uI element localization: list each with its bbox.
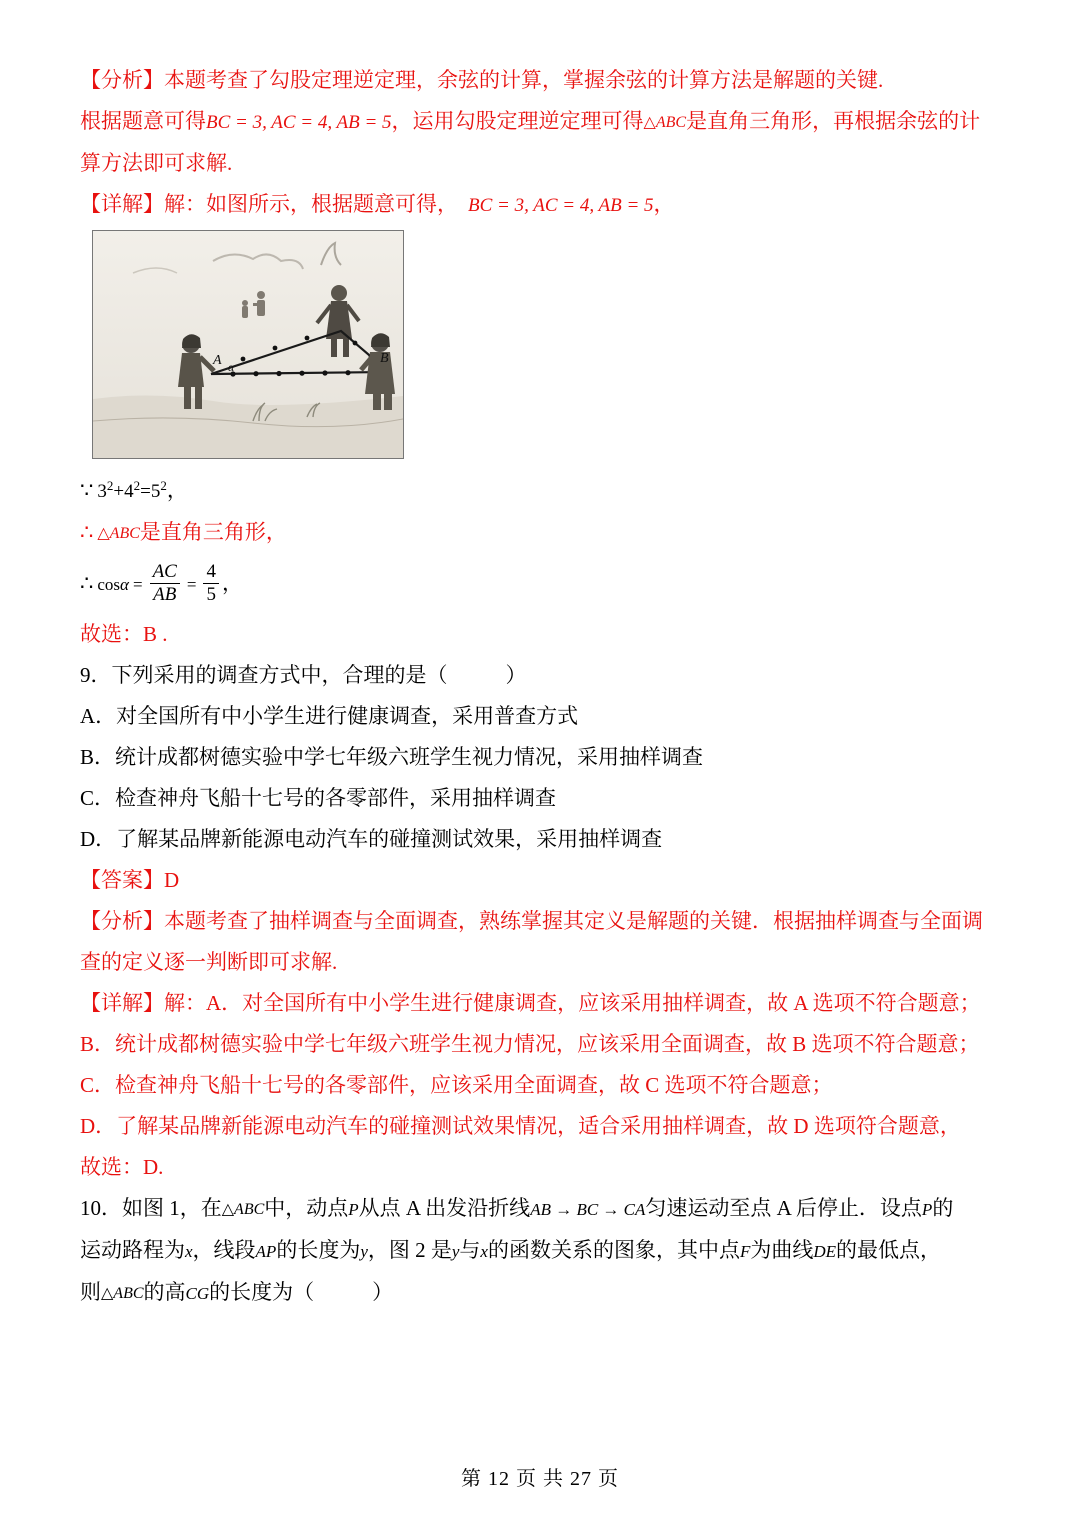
q8-analysis-label: 【分析】 [80,68,164,92]
q8-detail-math: BC = 3, AC = 4, AB = 5 [468,195,654,216]
fraction-ac-ab [150,561,180,606]
q10-l2-x2: x [480,1242,488,1261]
q9-analysis-label: 【分析】 [80,909,164,933]
fraction-ac-ab-denominator: AB [153,583,177,605]
q10-l2-a: 运动路程为 [80,1238,185,1262]
q8-analysis-l2-b: ，运用勾股定理逆定理可得 [391,109,644,133]
fraction-4-5-denominator: 5 [206,583,216,605]
q9-detail-line-3 [80,1065,1000,1106]
q10-l3-c: 的长度为（ [209,1280,315,1304]
q8-detail-text: 解：如图所示，根据题意可得， [164,192,458,216]
q9-stem-close: ） [505,663,527,687]
q8-analysis-l2-c: 是直角三角形，再根据余弦的计 [686,109,981,133]
q8-therefore-line [80,512,1000,554]
q9-option-d[interactable] [80,819,1000,860]
cos-label: cos [97,575,121,594]
q10-l1-b: 中，动点 [264,1196,349,1220]
q10-l2-d: ，图 2 是 [367,1238,452,1262]
q10-l2-y: y [360,1242,368,1261]
cos-alpha: α [120,575,129,594]
q9-number: 9． [80,663,112,687]
q10-stem-line-1 [80,1188,1000,1230]
q9-detail-line-5 [80,1147,1000,1188]
q9-detail-text-3: C．检查神舟飞船十七号的各零部件，应该采用全面调查，故 C 选项不符合题意； [80,1073,833,1097]
q9-option-d-label: D．了解某品牌新能源电动汽车的碰撞测试效果，采用抽样调查 [80,827,663,851]
q9-answer-value: D [164,868,180,892]
q10-l2-g: 为曲线 [750,1238,814,1262]
q9-answer-line [80,860,1000,901]
q10-l2-f: 的函数关系的图象，其中点 [487,1238,740,1262]
q10-l1-d: 匀速运动至点 A 后停止．设点 [645,1196,922,1220]
q9-detail-text-4: D．了解某品牌新能源电动汽车的碰撞测试效果情况，适合采用抽样调查，故 D 选项符合题意， [80,1114,961,1138]
q8-figure [92,230,404,459]
fraction-4-5 [203,561,219,606]
q9-analysis-line-1 [80,901,1000,942]
cos-therefore-symbol: ∴ [80,571,94,595]
q10-l2-de: DE [813,1242,837,1261]
q10-l1-triangle: △ABC [221,1201,265,1218]
q9-option-b[interactable] [80,737,1000,778]
q9-option-a-label: A．对全国所有中小学生进行健康调查，采用普查方式 [80,704,579,728]
q9-detail-line-4 [80,1106,1000,1147]
because-base-3: 5 [150,481,161,502]
q9-detail-line-2 [80,1024,1000,1065]
fraction-ac-ab-numerator: AC [150,561,180,584]
because-symbol: ∵ [80,478,94,502]
q10-l1-point-p: P [348,1200,359,1219]
page-footer: 第 12 页 共 27 页 [461,1468,619,1490]
q10-l2-point-f: F [739,1242,751,1261]
because-base-1: 3 [97,481,107,502]
q9-analysis-text-2: 查的定义逐一判断即可求解. [80,950,338,974]
q10-stem-line-3 [80,1272,1000,1314]
q8-detail-comma: ， [653,192,675,216]
q9-analysis-text-1: 本题考查了抽样调查与全面调查，熟练掌握其定义是解题的关键．根据抽样调查与全面调 [164,909,983,933]
q8-detail-line-1 [80,184,1000,226]
egypt-rope-triangle-figure [93,231,403,458]
cos-comma: ， [221,571,243,595]
q10-l2-h: 的最低点， [836,1238,942,1262]
q10-l1-c: 从点 A 出发沿折线 [358,1196,531,1220]
q8-analysis-l2-math: BC = 3, AC = 4, AB = 5 [206,112,392,133]
q8-analysis-line-1 [80,60,1000,101]
because-sup-2: 2 [133,478,141,493]
q8-analysis-text: 本题考查了勾股定理逆定理，余弦的计算，掌握余弦的计算方法是解题的关键. [164,68,884,92]
q8-answer-text: 故选：B . [80,622,168,646]
q10-l2-c: 的长度为 [276,1238,361,1262]
q10-l2-ap: AP [255,1242,277,1261]
q9-analysis-line-2 [80,942,1000,983]
q9-detail-text-5: 故选：D. [80,1155,164,1179]
therefore-triangle: △ABC [97,525,140,542]
q9-detail-label: 【详解】 [80,991,164,1015]
because-base-2: 4 [124,481,134,502]
q10-l1-point-p2: P [921,1200,933,1219]
q10-l2-e: 与 [459,1238,481,1262]
q10-l3-d: ） [372,1280,394,1304]
q10-l3-a: 则 [80,1280,101,1304]
q8-figure-wrap [92,230,1000,459]
q9-detail-text-1: 解：A．对全国所有中小学生进行健康调查，应该采用抽样调查，故 A 选项不符合题意； [164,991,981,1015]
q8-detail-label: 【详解】 [80,192,164,216]
cos-equals-2: = [186,575,197,594]
q9-stem [80,655,1000,696]
figure-label-B: B [380,351,389,366]
q8-analysis-line-3 [80,143,1000,184]
q8-cos-line [80,554,1000,614]
q10-l2-y2: y [451,1242,460,1261]
q10-l1-a: 如图 1，在 [122,1196,222,1220]
q8-analysis-l3: 算方法即可求解. [80,151,233,175]
figure-label-A: A [213,353,222,368]
q9-detail-line-1 [80,983,1000,1024]
q9-option-a[interactable] [80,696,1000,737]
q10-l3-b: 的高 [143,1280,186,1304]
because-sup-1: 2 [106,478,114,493]
q9-option-b-label: B．统计成都树德实验中学七年级六班学生视力情况，采用抽样调查 [80,745,704,769]
q10-stem-line-2 [80,1230,1000,1272]
q8-because-line [80,465,1000,512]
q8-answer-line [80,614,1000,655]
q10-number: 10． [80,1196,122,1220]
q9-stem-text: 下列采用的调查方式中，合理的是（ [111,663,448,687]
q8-analysis-line-2 [80,101,1000,143]
q8-analysis-l2-a: 根据题意可得 [80,109,206,133]
q10-l3-triangle: △ABC [101,1285,144,1302]
q10-l1-path: AB → BC → CA [530,1200,646,1219]
q10-l2-b: ，线段 [192,1238,256,1262]
q9-option-c-label: C．检查神舟飞船十七号的各零部件，采用抽样调查 [80,786,557,810]
therefore-text: 是直角三角形， [139,520,287,544]
q8-analysis-l2-tri: △ABC [643,114,687,131]
because-plus: + [113,481,125,502]
because-equals: = [140,481,151,502]
figure-label-alpha: α [228,360,235,374]
because-comma: ， [166,478,188,502]
because-sup-3: 2 [160,478,167,493]
cos-equals-1: = [132,575,143,594]
therefore-symbol: ∴ [80,520,94,544]
q9-answer-label: 【答案】 [80,868,164,892]
q10-l3-cg: CG [185,1284,210,1303]
fraction-4-5-numerator: 4 [203,561,219,584]
q9-option-c[interactable] [80,778,1000,819]
q9-detail-text-2: B．统计成都树德实验中学七年级六班学生视力情况，应该采用全面调查，故 B 选项不符合题意； [80,1032,980,1056]
q10-l2-x: x [185,1242,193,1261]
q10-l1-e: 的 [932,1196,954,1220]
